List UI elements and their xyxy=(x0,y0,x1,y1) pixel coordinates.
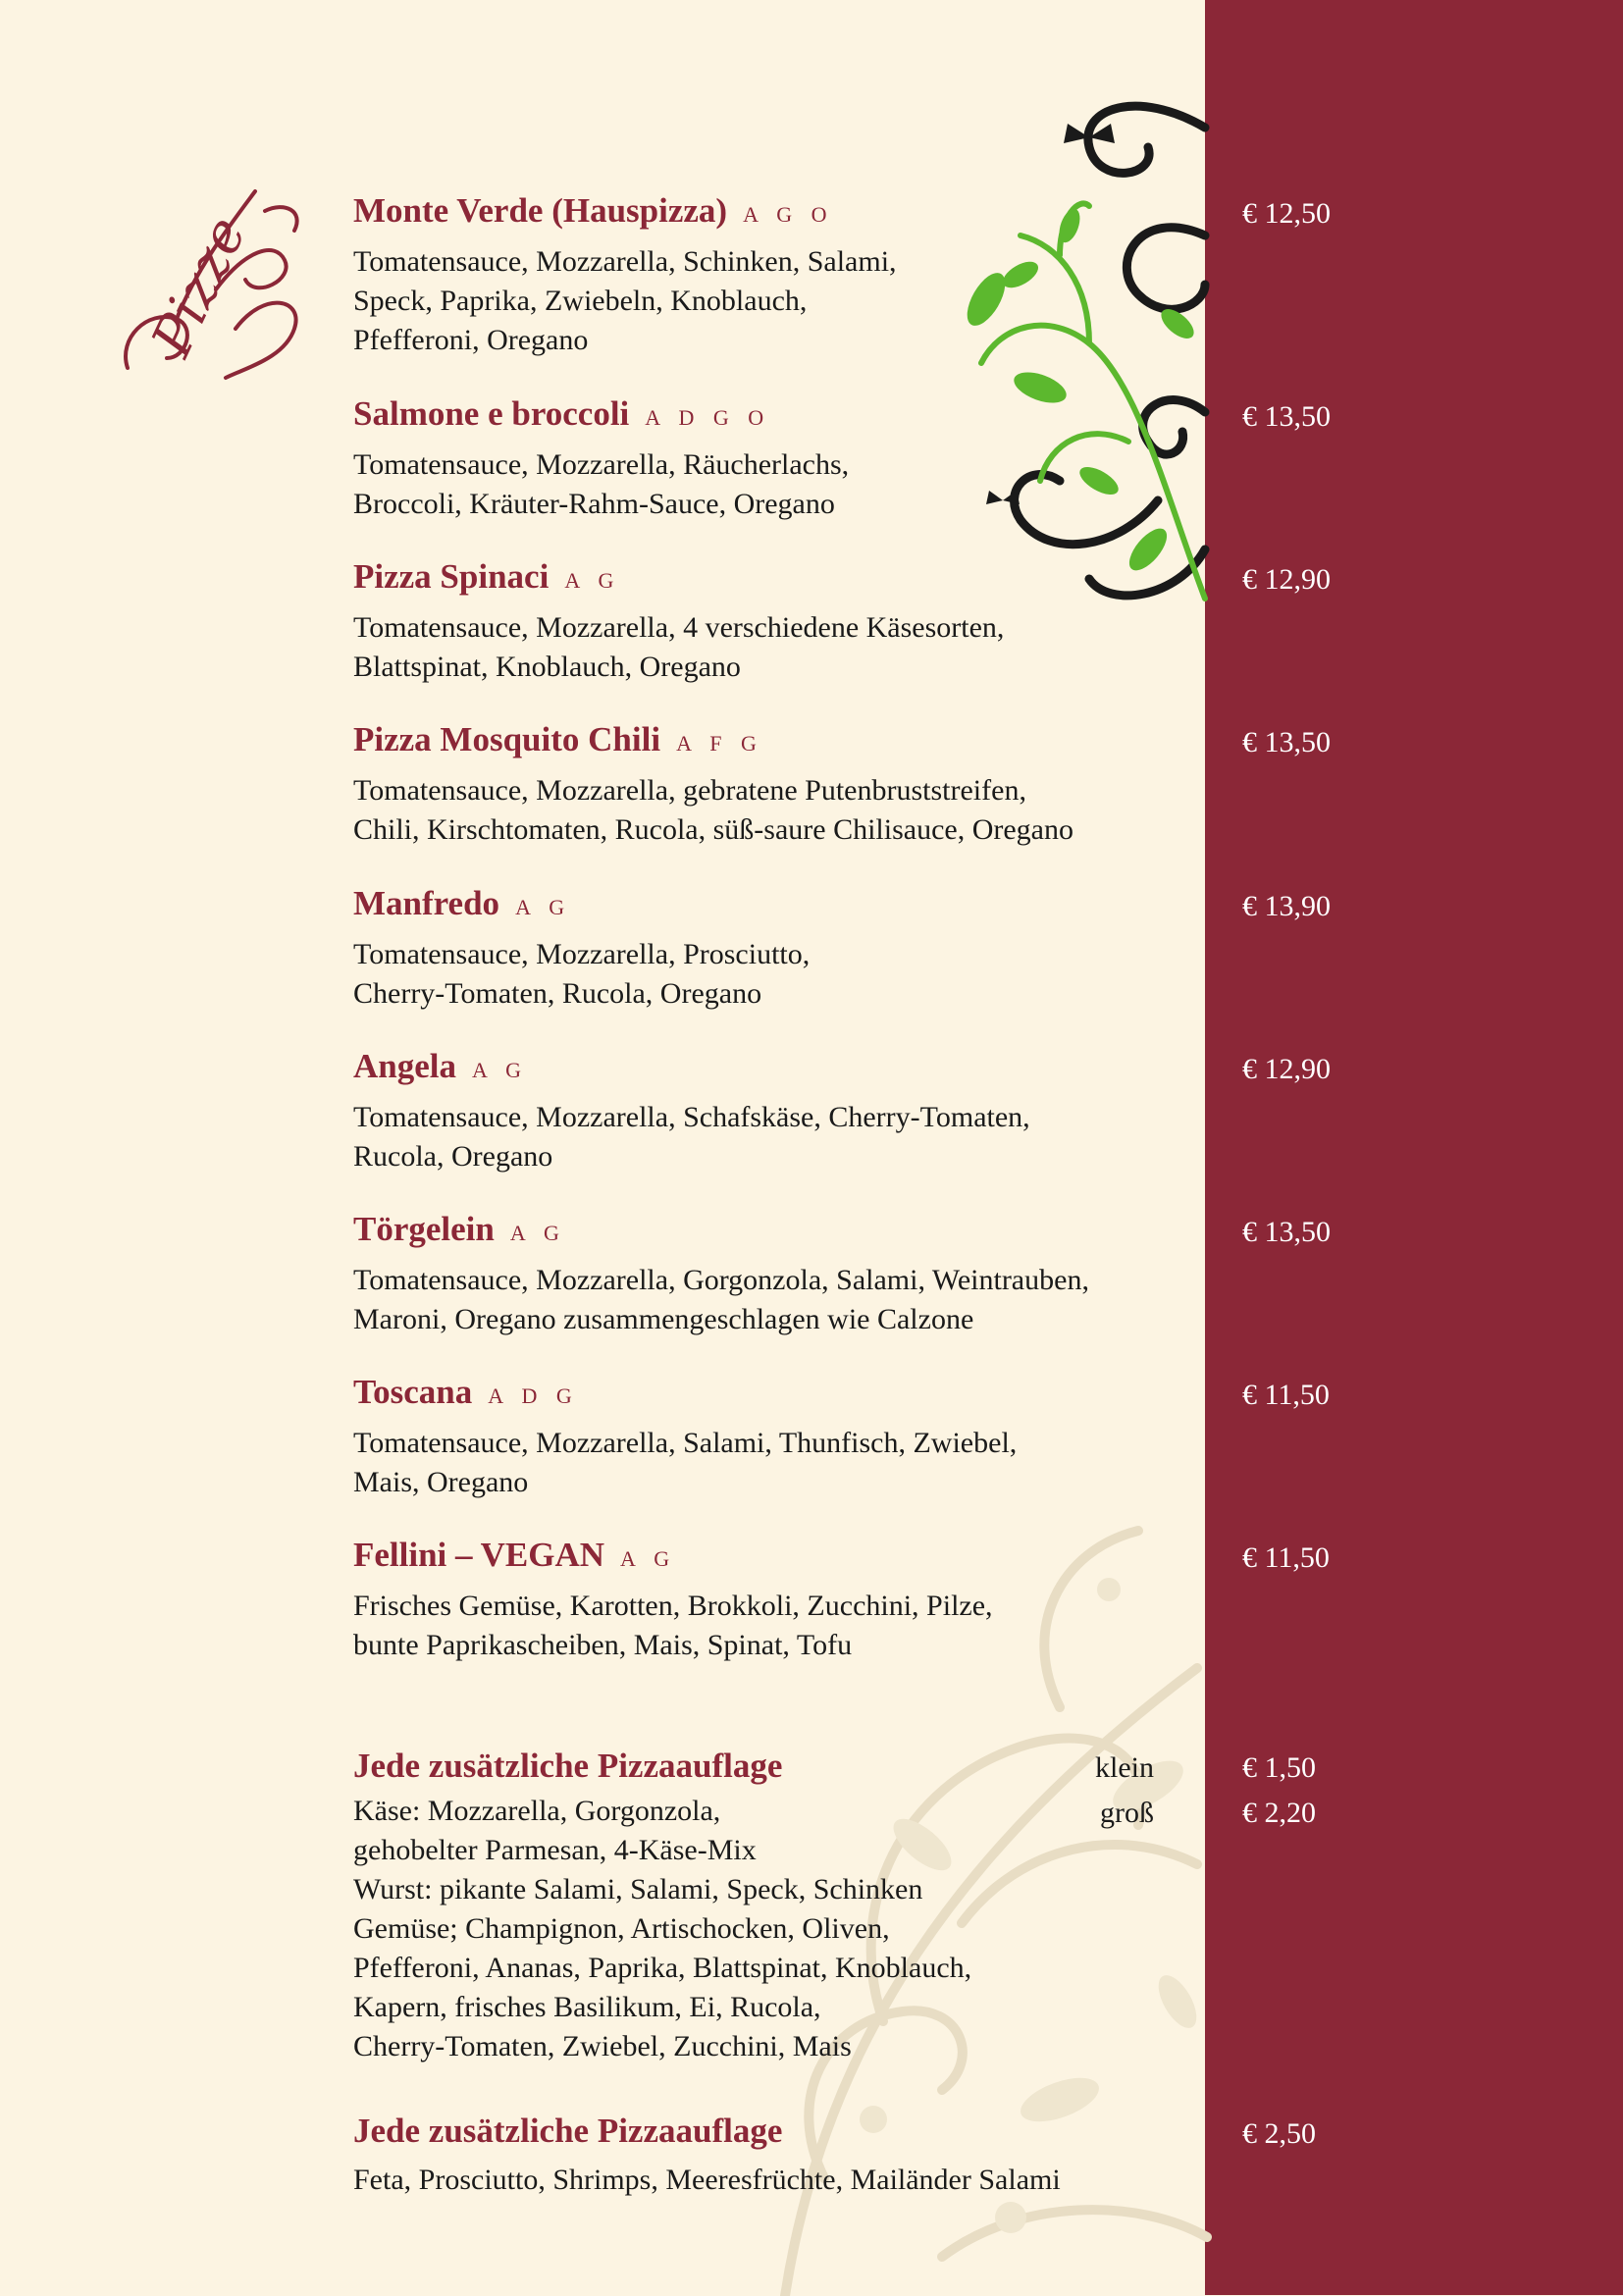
description-line: Blattspinat, Knoblauch, Oregano xyxy=(353,651,741,683)
description-line: Tomatensauce, Mozzarella, Räucherlachs, xyxy=(353,448,850,481)
item-description xyxy=(353,935,1197,1014)
item-price: € 12,90 xyxy=(1242,1053,1331,1085)
item-allergens: A D G O xyxy=(645,405,771,430)
item-name: Monte Verde (Hauspizza) xyxy=(353,191,728,230)
item-description xyxy=(353,1098,1197,1176)
description-line: Käse: Mozzarella, Gorgonzola, xyxy=(353,1795,721,1827)
item-name: Salmone e broccoli xyxy=(353,394,630,433)
description-line: Wurst: pikante Salami, Salami, Speck, Schinken xyxy=(353,1873,923,1905)
menu-item-pizza-mosquito-chili xyxy=(353,720,1197,850)
description-line: Tomatensauce, Mozzarella, gebratene Putenbruststreifen, xyxy=(353,774,1026,807)
premium-toppings-description xyxy=(353,2161,1197,2200)
description-line: Speck, Paprika, Zwiebeln, Knoblauch, xyxy=(353,285,808,317)
item-allergens: A D G xyxy=(488,1383,579,1408)
description-line: Tomatensauce, Mozzarella, Schinken, Salami, xyxy=(353,245,897,278)
description-line: Feta, Prosciutto, Shrimps, Meeresfrüchte, Mailänder Salami xyxy=(353,2164,1061,2196)
description-line: Cherry-Tomaten, Rucola, Oregano xyxy=(353,977,762,1010)
item-name: Törgelein xyxy=(353,1210,495,1248)
extra-toppings-description xyxy=(353,1792,1197,2066)
description-line: Tomatensauce, Mozzarella, 4 verschiedene Käsesorten, xyxy=(353,611,1005,644)
description-line: gehobelter Parmesan, 4-Käse-Mix xyxy=(353,1834,757,1866)
description-line: Pfefferoni, Ananas, Paprika, Blattspinat, Knoblauch, xyxy=(353,1952,972,1984)
item-description xyxy=(353,1261,1197,1339)
item-description xyxy=(353,608,1197,687)
premium-toppings-section xyxy=(353,2112,1197,2200)
item-name: Fellini – VEGAN xyxy=(353,1536,605,1574)
premium-toppings-price: € 2,50 xyxy=(1242,2117,1316,2150)
item-name: Pizza Spinaci xyxy=(353,557,550,596)
size-label-small: klein xyxy=(1095,1751,1154,1784)
premium-toppings-title: Jede zusätzliche Pizzaauflage xyxy=(353,2112,783,2150)
description-line: bunte Paprikascheiben, Mais, Spinat, Tofu xyxy=(353,1629,853,1661)
description-line: Rucola, Oregano xyxy=(353,1140,553,1173)
item-price: € 11,50 xyxy=(1242,1379,1330,1411)
description-line: Maroni, Oregano zusammengeschlagen wie Calzone xyxy=(353,1303,974,1335)
logo-text: Pizze xyxy=(139,207,259,366)
item-price: € 13,90 xyxy=(1242,890,1331,922)
menu-item-fellini-vegan xyxy=(353,1536,1197,1665)
item-allergens: A F G xyxy=(676,731,763,756)
item-description xyxy=(353,771,1197,850)
item-allergens: A G O xyxy=(743,202,834,227)
price-small: € 1,50 xyxy=(1242,1751,1316,1784)
item-price: € 12,90 xyxy=(1242,563,1331,596)
menu-item-toergelein xyxy=(353,1210,1197,1339)
description-line: Kapern, frisches Basilikum, Ei, Rucola, xyxy=(353,1991,821,2023)
description-line: Pfefferoni, Oregano xyxy=(353,324,589,356)
description-line: Mais, Oregano xyxy=(353,1466,529,1498)
price-column-band xyxy=(1205,0,1623,2295)
menu-item-manfredo xyxy=(353,884,1197,1014)
item-price: € 13,50 xyxy=(1242,1216,1331,1248)
item-price: € 12,50 xyxy=(1242,197,1331,230)
menu-item-toscana xyxy=(353,1373,1197,1502)
description-line: Tomatensauce, Mozzarella, Salami, Thunfisch, Zwiebel, xyxy=(353,1427,1018,1459)
price-large: € 2,20 xyxy=(1242,1797,1316,1829)
item-allergens: A G xyxy=(472,1058,529,1082)
item-description xyxy=(353,445,1197,524)
item-allergens: A G xyxy=(515,895,572,919)
item-name: Pizza Mosquito Chili xyxy=(353,720,661,758)
item-price: € 13,50 xyxy=(1242,726,1331,758)
menu-item-angela xyxy=(353,1047,1197,1176)
description-line: Chili, Kirschtomaten, Rucola, süß-saure Chilisauce, Oregano xyxy=(353,813,1073,846)
item-price: € 11,50 xyxy=(1242,1541,1330,1574)
item-allergens: A G xyxy=(564,568,621,593)
description-line: Tomatensauce, Mozzarella, Prosciutto, xyxy=(353,938,811,970)
description-line: Gemüse; Champignon, Artischocken, Oliven, xyxy=(353,1912,890,1945)
item-description xyxy=(353,242,1197,360)
menu-item-salmone-e-broccoli xyxy=(353,394,1197,524)
pizze-script-logo xyxy=(108,172,324,388)
item-name: Angela xyxy=(353,1047,456,1085)
item-name: Toscana xyxy=(353,1373,473,1411)
item-allergens: A G xyxy=(509,1221,566,1245)
extra-toppings-title: Jede zusätzliche Pizzaauflage xyxy=(353,1747,783,1785)
item-description xyxy=(353,1424,1197,1502)
menu-item-pizza-spinaci xyxy=(353,557,1197,687)
item-name: Manfredo xyxy=(353,884,500,922)
description-line: Cherry-Tomaten, Zwiebel, Zucchini, Mais xyxy=(353,2030,852,2062)
item-allergens: A G xyxy=(620,1546,677,1571)
description-line: Frisches Gemüse, Karotten, Brokkoli, Zucchini, Pilze, xyxy=(353,1590,993,1622)
description-line: Tomatensauce, Mozzarella, Schafskäse, Cherry-Tomaten, xyxy=(353,1101,1030,1133)
item-description xyxy=(353,1587,1197,1665)
description-line: Tomatensauce, Mozzarella, Gorgonzola, Salami, Weintrauben, xyxy=(353,1264,1089,1296)
menu-item-monte-verde xyxy=(353,191,1197,360)
description-line: Broccoli, Kräuter-Rahm-Sauce, Oregano xyxy=(353,488,835,520)
size-label-large: groß xyxy=(1100,1797,1154,1829)
item-price: € 13,50 xyxy=(1242,400,1331,433)
